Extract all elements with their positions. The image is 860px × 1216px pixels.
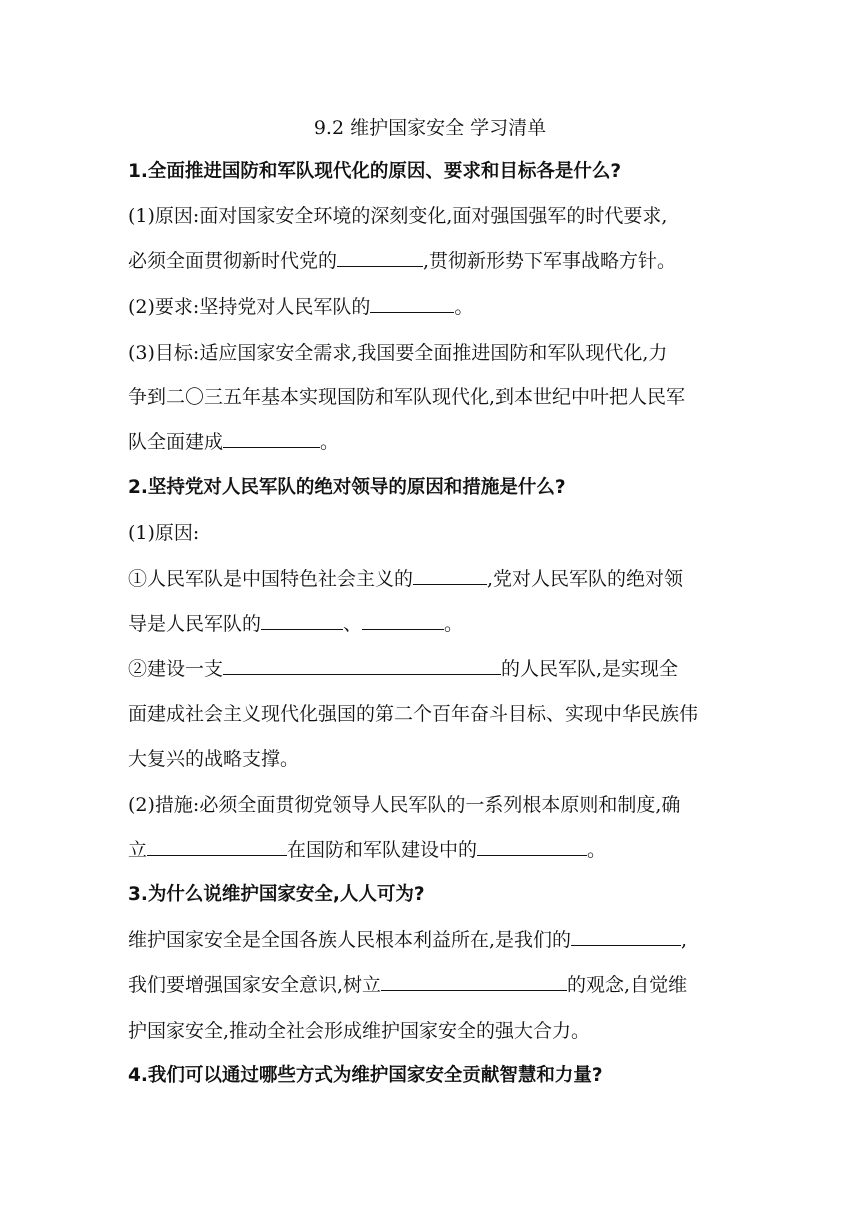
q1-goal-line-3 (128, 428, 339, 456)
text-segment: ,党对人民军队的绝对领 (487, 568, 684, 590)
fill-blank[interactable] (261, 610, 343, 630)
text-segment: 的观念,自觉维 (567, 974, 688, 996)
text-segment: 。 (454, 296, 474, 318)
q1-requirement-line (128, 293, 473, 321)
text-segment: , (681, 929, 688, 951)
q3-answer-line-2 (128, 971, 687, 999)
text-segment: 维护国家安全是全国各族人民根本利益所在,是我们的 (128, 929, 572, 951)
question-4-heading: 4.我们可以通过哪些方式为维护国家安全贡献智慧和力量? (128, 1065, 603, 1086)
text-segment: 队全面建成 (128, 431, 224, 453)
q1-goal-line-1: (3)目标:适应国家安全需求,我国要全面推进国防和军队现代化,力 (128, 342, 668, 364)
page-title: 9.2 维护国家安全 学习清单 (313, 117, 547, 139)
fill-blank[interactable] (413, 565, 487, 585)
q3-answer-line-3: 护国家安全,推动全社会形成维护国家安全的强大合力。 (128, 1020, 591, 1042)
text-segment: 的人民军队,是实现全 (501, 658, 679, 680)
text-segment: ,贯彻新形势下军事战略方针。 (423, 250, 677, 272)
q2-reason-label: (1)原因: (128, 522, 200, 544)
q2-reason-line-5: 大复兴的战略支撑。 (128, 748, 300, 770)
fill-blank[interactable] (223, 655, 501, 675)
fill-blank[interactable] (223, 428, 320, 448)
text-segment: ②建设一支 (128, 658, 224, 680)
text-segment: 必须全面贯彻新时代党的 (128, 250, 338, 272)
text-segment: (2)要求:坚持党对人民军队的 (128, 296, 371, 318)
question-2-heading: 2.坚持党对人民军队的绝对领导的原因和措施是什么? (128, 477, 566, 498)
q2-reason-line-4: 面建成社会主义现代化强国的第二个百年奋斗目标、实现中华民族伟 (128, 703, 699, 725)
fill-blank[interactable] (147, 836, 287, 856)
fill-blank[interactable] (370, 293, 454, 313)
text-segment: 我们要增强国家安全意识,树立 (128, 974, 382, 996)
fill-blank[interactable] (571, 926, 681, 946)
q1-reason-line-2 (128, 247, 676, 275)
q2-reason-line-2 (128, 610, 463, 638)
question-1-heading: 1.全面推进国防和军队现代化的原因、要求和目标各是什么? (128, 161, 622, 182)
text-segment: 。 (320, 431, 340, 453)
q1-goal-line-2: 争到二〇三五年基本实现国防和军队现代化,到本世纪中叶把人民军 (128, 386, 686, 408)
q2-measure-line-2 (128, 836, 606, 864)
text-segment: 、 (343, 613, 363, 635)
q2-reason-line-1 (128, 565, 683, 593)
fill-blank[interactable] (381, 971, 567, 991)
q1-reason-line-1: (1)原因:面对国家安全环境的深刻变化,面对强国强军的时代要求, (128, 205, 668, 227)
q2-reason-line-3 (128, 655, 678, 683)
text-segment: 导是人民军队的 (128, 613, 262, 635)
text-segment: ①人民军队是中国特色社会主义的 (128, 568, 414, 590)
text-segment: 立 (128, 839, 148, 861)
fill-blank[interactable] (337, 247, 423, 267)
question-3-heading: 3.为什么说维护国家安全,人人可为? (128, 884, 425, 905)
text-segment: 在国防和军队建设中的 (287, 839, 478, 861)
q3-answer-line-1 (128, 926, 687, 954)
fill-blank[interactable] (362, 610, 444, 630)
text-segment: 。 (444, 613, 464, 635)
fill-blank[interactable] (477, 836, 587, 856)
q2-measure-line-1: (2)措施:必须全面贯彻党领导人民军队的一系列根本原则和制度,确 (128, 794, 681, 816)
text-segment: 。 (587, 839, 607, 861)
